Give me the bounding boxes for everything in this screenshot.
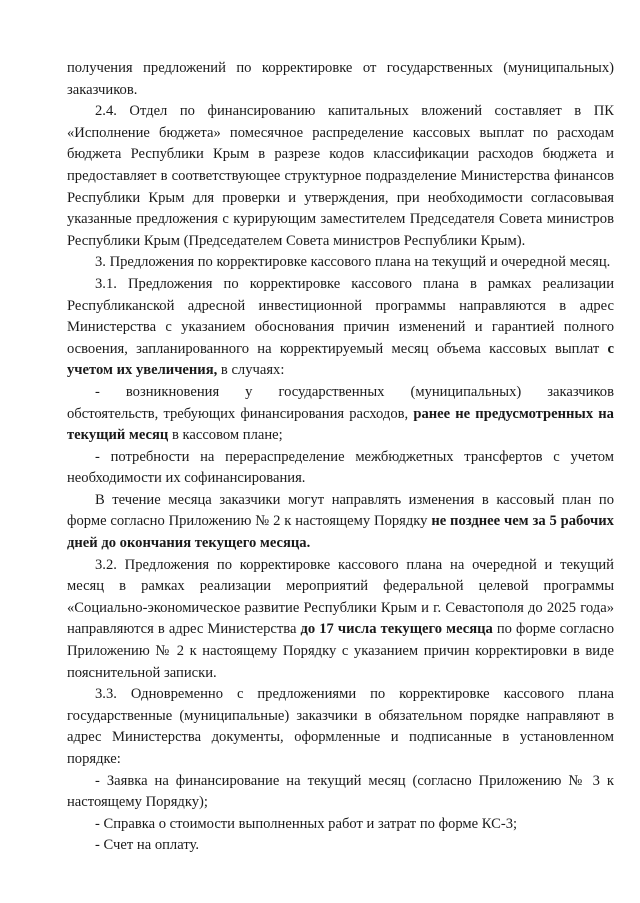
paragraph-3-1	[67, 274, 614, 382]
list-item-2: - Справка о стоимости выполненных работ и затрат по форме КС-3;	[95, 815, 518, 832]
bullet-1-word-4: (муниципальных)	[410, 383, 522, 400]
paragraph-3-1-tail: в случаях:	[217, 362, 285, 379]
bullet-1-rest	[67, 404, 614, 447]
list-item-3: - Счет на оплату.	[95, 837, 199, 854]
paragraph-3-1-bold: с учетом их увеличения,	[67, 340, 614, 379]
paragraph-3-2	[67, 555, 614, 685]
bullet-1-first-line	[67, 382, 614, 404]
paragraph-during-month	[67, 490, 614, 555]
bullet-1-word-5: заказчиков	[547, 383, 614, 400]
bullet-1-word-1: возникновения	[125, 383, 220, 400]
paragraph-during-bold: не позднее чем за 5 рабочих дней до окончания текущего месяца.	[67, 513, 614, 552]
paragraph-during-text: В течение месяца заказчики могут направлять изменения в кассовый план по форме согласно Приложению № 2 к настоящему Порядку	[67, 491, 614, 530]
paragraph-intro: получения предложений по корректировке от государственных (муниципальных) заказчиков.	[67, 60, 614, 98]
paragraph-3-3: 3.3. Одновременно с предложениями по корректировке кассового плана государственные (муниципальные) заказчики в обязательном порядке направляют в адрес Министерства документы, оформленные и подписанные в установленном порядке:	[67, 686, 614, 767]
bullet-1-bold: ранее не предусмотренных на текущий месяц	[67, 405, 614, 444]
bullet-1-tail: в кассовом плане;	[168, 427, 283, 444]
paragraph-3-2-text: 3.2. Предложения по корректировке кассового плана на очередной и текущий месяц в рамках реализации мероприятий федеральной целевой программы «Социально-экономическое развитие Республики Крым и г. Севастополя до 2025 года» направляются в адрес Министерства	[67, 556, 614, 638]
paragraph-3-2-tail: по форме согласно Приложению № 2 к настоящему Порядку с указанием причин корректировки в виде пояснительной записки.	[67, 621, 614, 681]
paragraph-3-1-text: 3.1. Предложения по корректировке кассового плана в рамках реализации Республиканской адресной инвестиционной программы направляются в адрес Министерства с указанием обоснования причин изменений и гарантией полного освоения, запланированного на корректируемый месяц объема кассовых выплат	[67, 275, 614, 357]
bullet-1-word-2: у	[245, 383, 253, 400]
paragraph-3-2-bold: до 17 числа текущего месяца	[300, 621, 493, 638]
bullet-1-text: обстоятельств, требующих финансирования расходов,	[67, 405, 414, 422]
bullet-1-word-3: государственных	[278, 383, 385, 400]
bullet-2: - потребности на перераспределение межбюджетных трансфертов с учетом необходимости их софинансирования.	[67, 448, 614, 487]
paragraph-2-4: 2.4. Отдел по финансированию капитальных вложений составляет в ПК «Исполнение бюджета» помесячное распределение кассовых выплат по расходам бюджета Республики Крым в разрезе кодов классификации расходов бюджета и предоставляет в соответствующее структурное подразделение Министерства финансов Республики Крым для проверки и утверждения, при необходимости согласовывая указанные предложения с курирующим заместителем Председателя Совета министров Республики Крым (Председателем Совета министров Республики Крым).	[67, 103, 614, 249]
bullet-1-dash: -	[95, 383, 100, 400]
paragraph-3-heading: 3. Предложения по корректировке кассового плана на текущий и очередной месяц.	[95, 254, 611, 271]
document-page	[67, 58, 614, 857]
list-item-1: - Заявка на финансирование на текущий месяц (согласно Приложению № 3 к настоящему Порядку);	[67, 772, 614, 811]
